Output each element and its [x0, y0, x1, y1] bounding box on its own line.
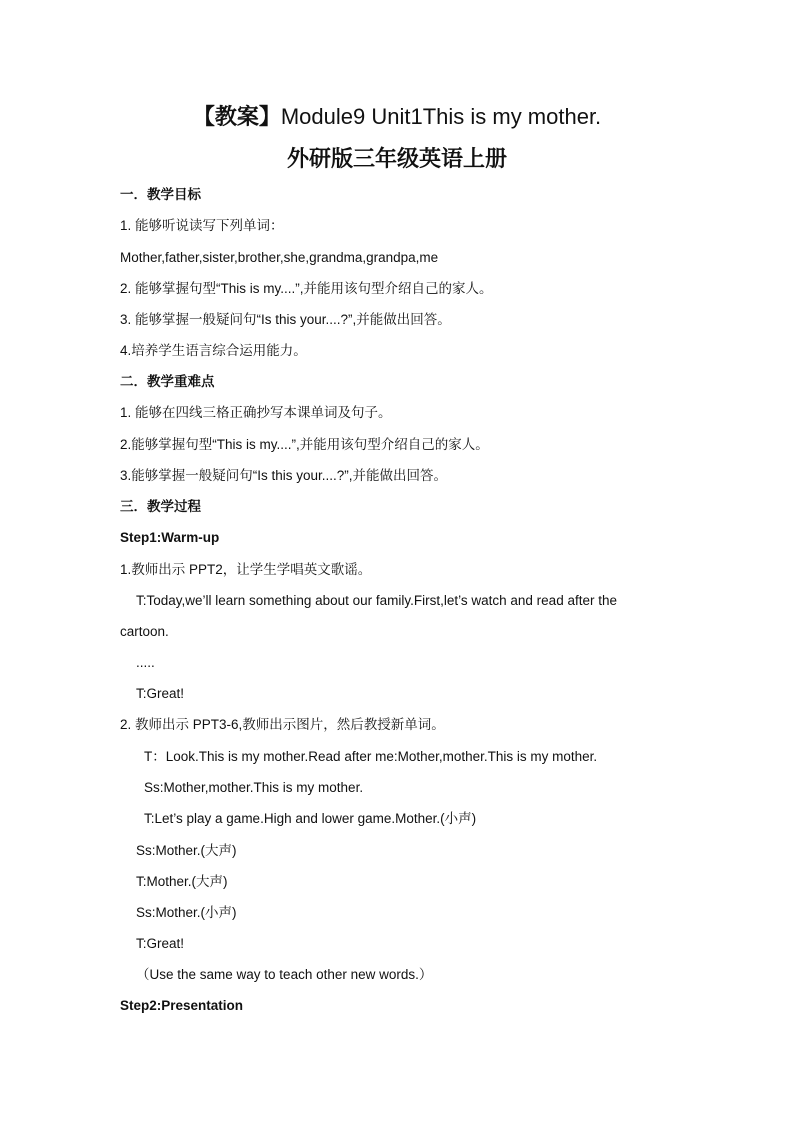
- section-heading-objectives: 一．教学目标: [120, 187, 201, 202]
- title-main-text: Module9 Unit1This is my mother.: [280, 104, 602, 129]
- document-subtitle: 外研版三年级英语上册: [286, 146, 507, 171]
- dialogue-line: T:Mother.(大声): [136, 874, 228, 889]
- objective-item-3: 3. 能够掌握一般疑问句“Is this your....?”,并能做出回答。: [120, 312, 451, 327]
- process-item-2: 2. 教师出示 PPT3-6,教师出示图片，然后教授新单词。: [120, 717, 445, 732]
- key-point-item-1: 1. 能够在四线三格正确抄写本课单词及句子。: [120, 405, 392, 420]
- ellipsis-line: .....: [136, 655, 155, 670]
- dialogue-line: T:Let’s play a game.High and lower game.Mother.(小声): [144, 811, 477, 826]
- document-title: [0, 101, 794, 133]
- section-heading-key-points: 二．教学重难点: [120, 374, 215, 389]
- dialogue-line-continued: cartoon.: [120, 624, 169, 639]
- dialogue-line: T:Great!: [136, 936, 185, 951]
- vocabulary-list: Mother,father,sister,brother,she,grandma,grandpa,me: [120, 250, 439, 265]
- step-heading-presentation: Step2:Presentation: [120, 998, 244, 1013]
- dialogue-line: Ss:Mother,mother.This is my mother.: [144, 780, 364, 795]
- dialogue-line: Ss:Mother.(大声): [136, 843, 237, 858]
- objective-item-2: 2. 能够掌握句型“This is my....”,并能用该句型介绍自己的家人。: [120, 281, 493, 296]
- key-point-item-2: 2.能够掌握句型“This is my....”,并能用该句型介绍自己的家人。: [120, 437, 489, 452]
- process-item-1: 1.教师出示 PPT2，让学生学唱英文歌谣。: [120, 562, 372, 577]
- section-heading-process: 三．教学过程: [120, 499, 201, 514]
- dialogue-line: T：Look.This is my mother.Read after me:Mother,mother.This is my mother.: [144, 749, 598, 764]
- teaching-note: （Use the same way to teach other new words.）: [136, 967, 433, 982]
- objective-item-4: 4.培养学生语言综合运用能力。: [120, 343, 307, 358]
- dialogue-line: T:Great!: [136, 686, 185, 701]
- dialogue-line: Ss:Mother.(小声): [136, 905, 237, 920]
- key-point-item-3: 3.能够掌握一般疑问句“Is this your....?”,并能做出回答。: [120, 468, 448, 483]
- objective-item-1: 1. 能够听说读写下列单词：: [120, 218, 284, 233]
- title-bracket-label: 【教案】: [192, 104, 281, 129]
- dialogue-line: T:Today,we’ll learn something about our family.First,let’s watch and read after the: [136, 593, 617, 608]
- step-heading-warm-up: Step1:Warm-up: [120, 530, 220, 545]
